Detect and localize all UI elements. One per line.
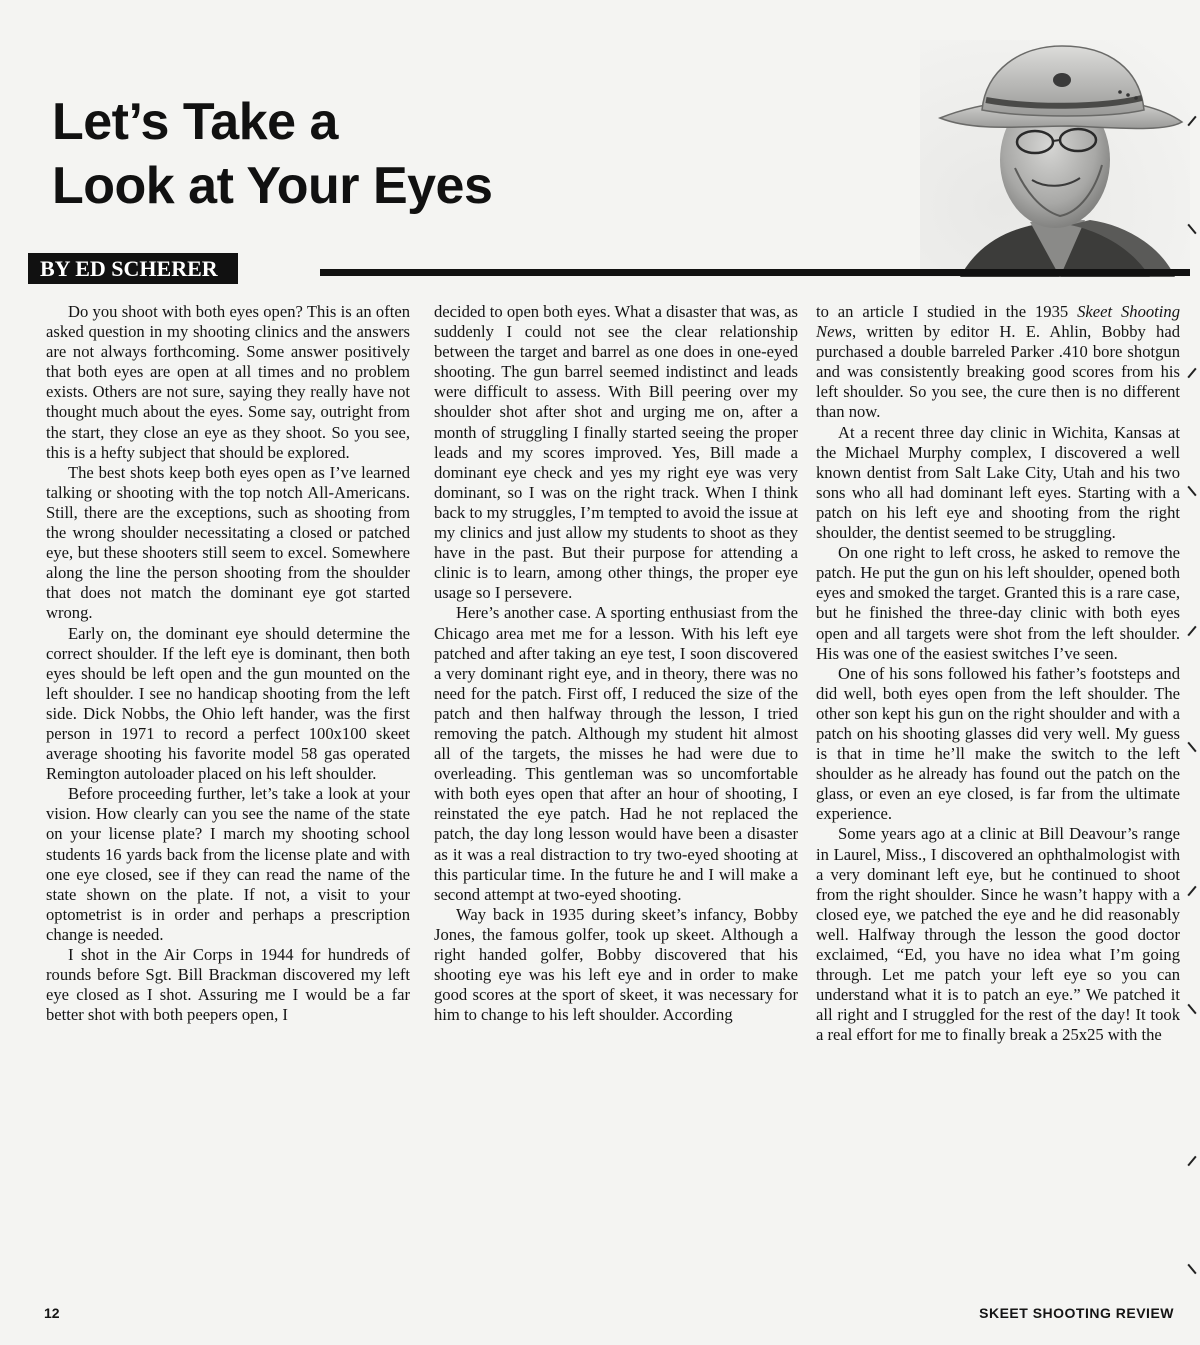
scan-mark <box>1187 368 1196 378</box>
text-span: to an article I studied in the 1935 <box>816 302 1078 321</box>
paragraph: One of his sons followed his father’s footsteps and did well, both eyes open from the left shoulder. The other son kept his gun on the right shoulder and with a patch on his shooting glasses did very well. My guess is that in time he’ll make the switch to the left shoulder as he already has found out the patch on the glass, or even an eye closed, is far from the ultimate experience. <box>816 663 1180 824</box>
scan-mark <box>1187 742 1196 752</box>
scan-mark <box>1187 1004 1196 1014</box>
paragraph: Some years ago at a clinic at Bill Deavour’s range in Laurel, Miss., I discovered an ophthalmologist with a very dominant left eye, but he continued to shoot from the right shoulder. Since he wasn’t happy with a closed eye, we patched the eye and he did reasonably well. Halfway through the lesson the good doctor exclaimed, “Ed, you have no idea what I’m going through. Let me patch your left eye so you can understand what it is to patch an eye.” We patched it all right and I struggled for the rest of the day! It took a real effort for me to finally break a 25x25 with the <box>816 824 1180 1045</box>
text-span: , written by editor H. E. Ahlin, Bobby had purchased a double barreled Parker .410 bore shotgun and was consistently breaking good scores from his left shoulder. So you see, the cure then is no different than now. <box>816 322 1180 422</box>
paragraph: At a recent three day clinic in Wichita, Kansas at the Michael Murphy complex, I discovered a well known dentist from Salt Lake City, Utah and his two sons who all had dominant left eyes. Starting with a patch on his left eye and shooting from the right shoulder, the dentist seemed to be struggling. <box>816 422 1180 543</box>
paragraph: Early on, the dominant eye should determine the correct shoulder. If the left eye is dominant, then both eyes should be left open and the gun mounted on the left shoulder. I see no handicap shooting from the left side. Dick Nobbs, the Ohio left hander, was the first person in 1971 to record a perfect 100x100 skeet average shooting his favorite model 58 gas operated Remington autoloader placed on his left shoulder. <box>46 623 410 784</box>
scan-mark <box>1187 886 1196 896</box>
paragraph: I shot in the Air Corps in 1944 for hundreds of rounds before Sgt. Bill Brackman discovered my left eye closed as I shot. Assuring me I would be a far better shot with both peepers open, I <box>46 945 410 1025</box>
paragraph: Do you shoot with both eyes open? This is an often asked question in my shooting clinics and the answers are not always forthcoming. Some answer positively that both eyes are open at all times and no problem exists. Others are not sure, saying they really have not thought much about the eyes. Some say, outright from the start, they close an eye as they shoot. So you see, this is a hefty subject that should be explored. <box>46 302 410 462</box>
paragraph: Way back in 1935 during skeet’s infancy, Bobby Jones, the famous golfer, took up skeet. Although a right handed golfer, Bobby discovered that his shooting eye was his left eye and in order to make good scores at the sport of skeet, it was necessary for him to change to his left shoulder. According <box>434 904 798 1025</box>
column-2 <box>434 302 798 1025</box>
paragraph <box>816 302 1180 423</box>
paragraph: Before proceeding further, let’s take a look at your vision. How clearly can you see the name of the state on your license plate? I march my shooting school students 16 yards back from the license plate and with one eye closed, see if they can read the name of the state shown on the plate. If not, a visit to your optometrist is in order and perhaps a prescription change is needed. <box>46 784 410 944</box>
column-1 <box>46 302 410 1025</box>
article-title <box>52 90 492 218</box>
publication-footer: SKEET SHOOTING REVIEW <box>979 1305 1174 1321</box>
column-3 <box>816 302 1180 1045</box>
byline: BY ED SCHERER <box>28 253 238 284</box>
paragraph: The best shots keep both eyes open as I’ve learned talking or shooting with the top notch All-Americans. Still, there are the exceptions, such as shooting from the wrong shoulder necessitating a closed or patched eye, but these shooters still seem to excel. Somewhere along the line the person shooting from the shoulder that does not match the dominant eye got started wrong. <box>46 462 410 623</box>
scan-mark <box>1187 486 1196 496</box>
byline-rule <box>320 269 1190 276</box>
paragraph: decided to open both eyes. What a disaster that was, as suddenly I could not see the clear relationship between the target and barrel as one does in one-eyed shooting. The gun barrel seemed indistinct and leads were difficult to assess. With Bill peering over my shoulder shot after shot and urging me on, after a month of struggling I finally started seeing the proper leads and my scores improved. Yes, Bill made a dominant eye check and yes my right eye was very dominant, so I was on the right track. When I think back to my struggles, I’m tempted to avoid the issue at my clinics and just allow my students to shoot as they have in the past. But their purpose for attending a clinic is to learn, among other things, the proper eye usage so I persevere. <box>434 302 798 603</box>
paragraph: On one right to left cross, he asked to remove the patch. He put the gun on his left shoulder, opened both eyes and smoked the target. Granted this is a rare case, but he finished the three-day clinic with both eyes open and all targets were shot from the left shoulder. His was one of the easiest switches I’ve seen. <box>816 543 1180 663</box>
title-line-2: Look at Your Eyes <box>52 157 493 215</box>
scan-mark <box>1187 1156 1196 1166</box>
page-number: 12 <box>44 1305 60 1321</box>
publication-name: Skeet Shooting News <box>816 302 1180 342</box>
author-photo <box>920 40 1190 277</box>
scan-mark <box>1187 626 1196 636</box>
scan-mark <box>1187 1264 1196 1274</box>
paragraph: Here’s another case. A sporting enthusiast from the Chicago area met me for a lesson. With his left eye patched and after taking an eye test, I soon discovered a very dominant right eye, and in theory, there was no need for the patch. First off, I reduced the size of the patch and then halfway through the lesson, I tried removing the patch. Although my student hit almost all of the targets, the misses he had were due to overleading. This gentleman was so uncomfortable with both eyes open that after an hour of shooting, I reinstated the eye patch. Had he not replaced the patch, the day long lesson would have been a disaster as it was a real distraction to try two-eyed shooting at this particular time. In the future he and I will make a second attempt at two-eyed shooting. <box>434 603 798 904</box>
title-line-1: Let’s Take a <box>52 93 338 151</box>
